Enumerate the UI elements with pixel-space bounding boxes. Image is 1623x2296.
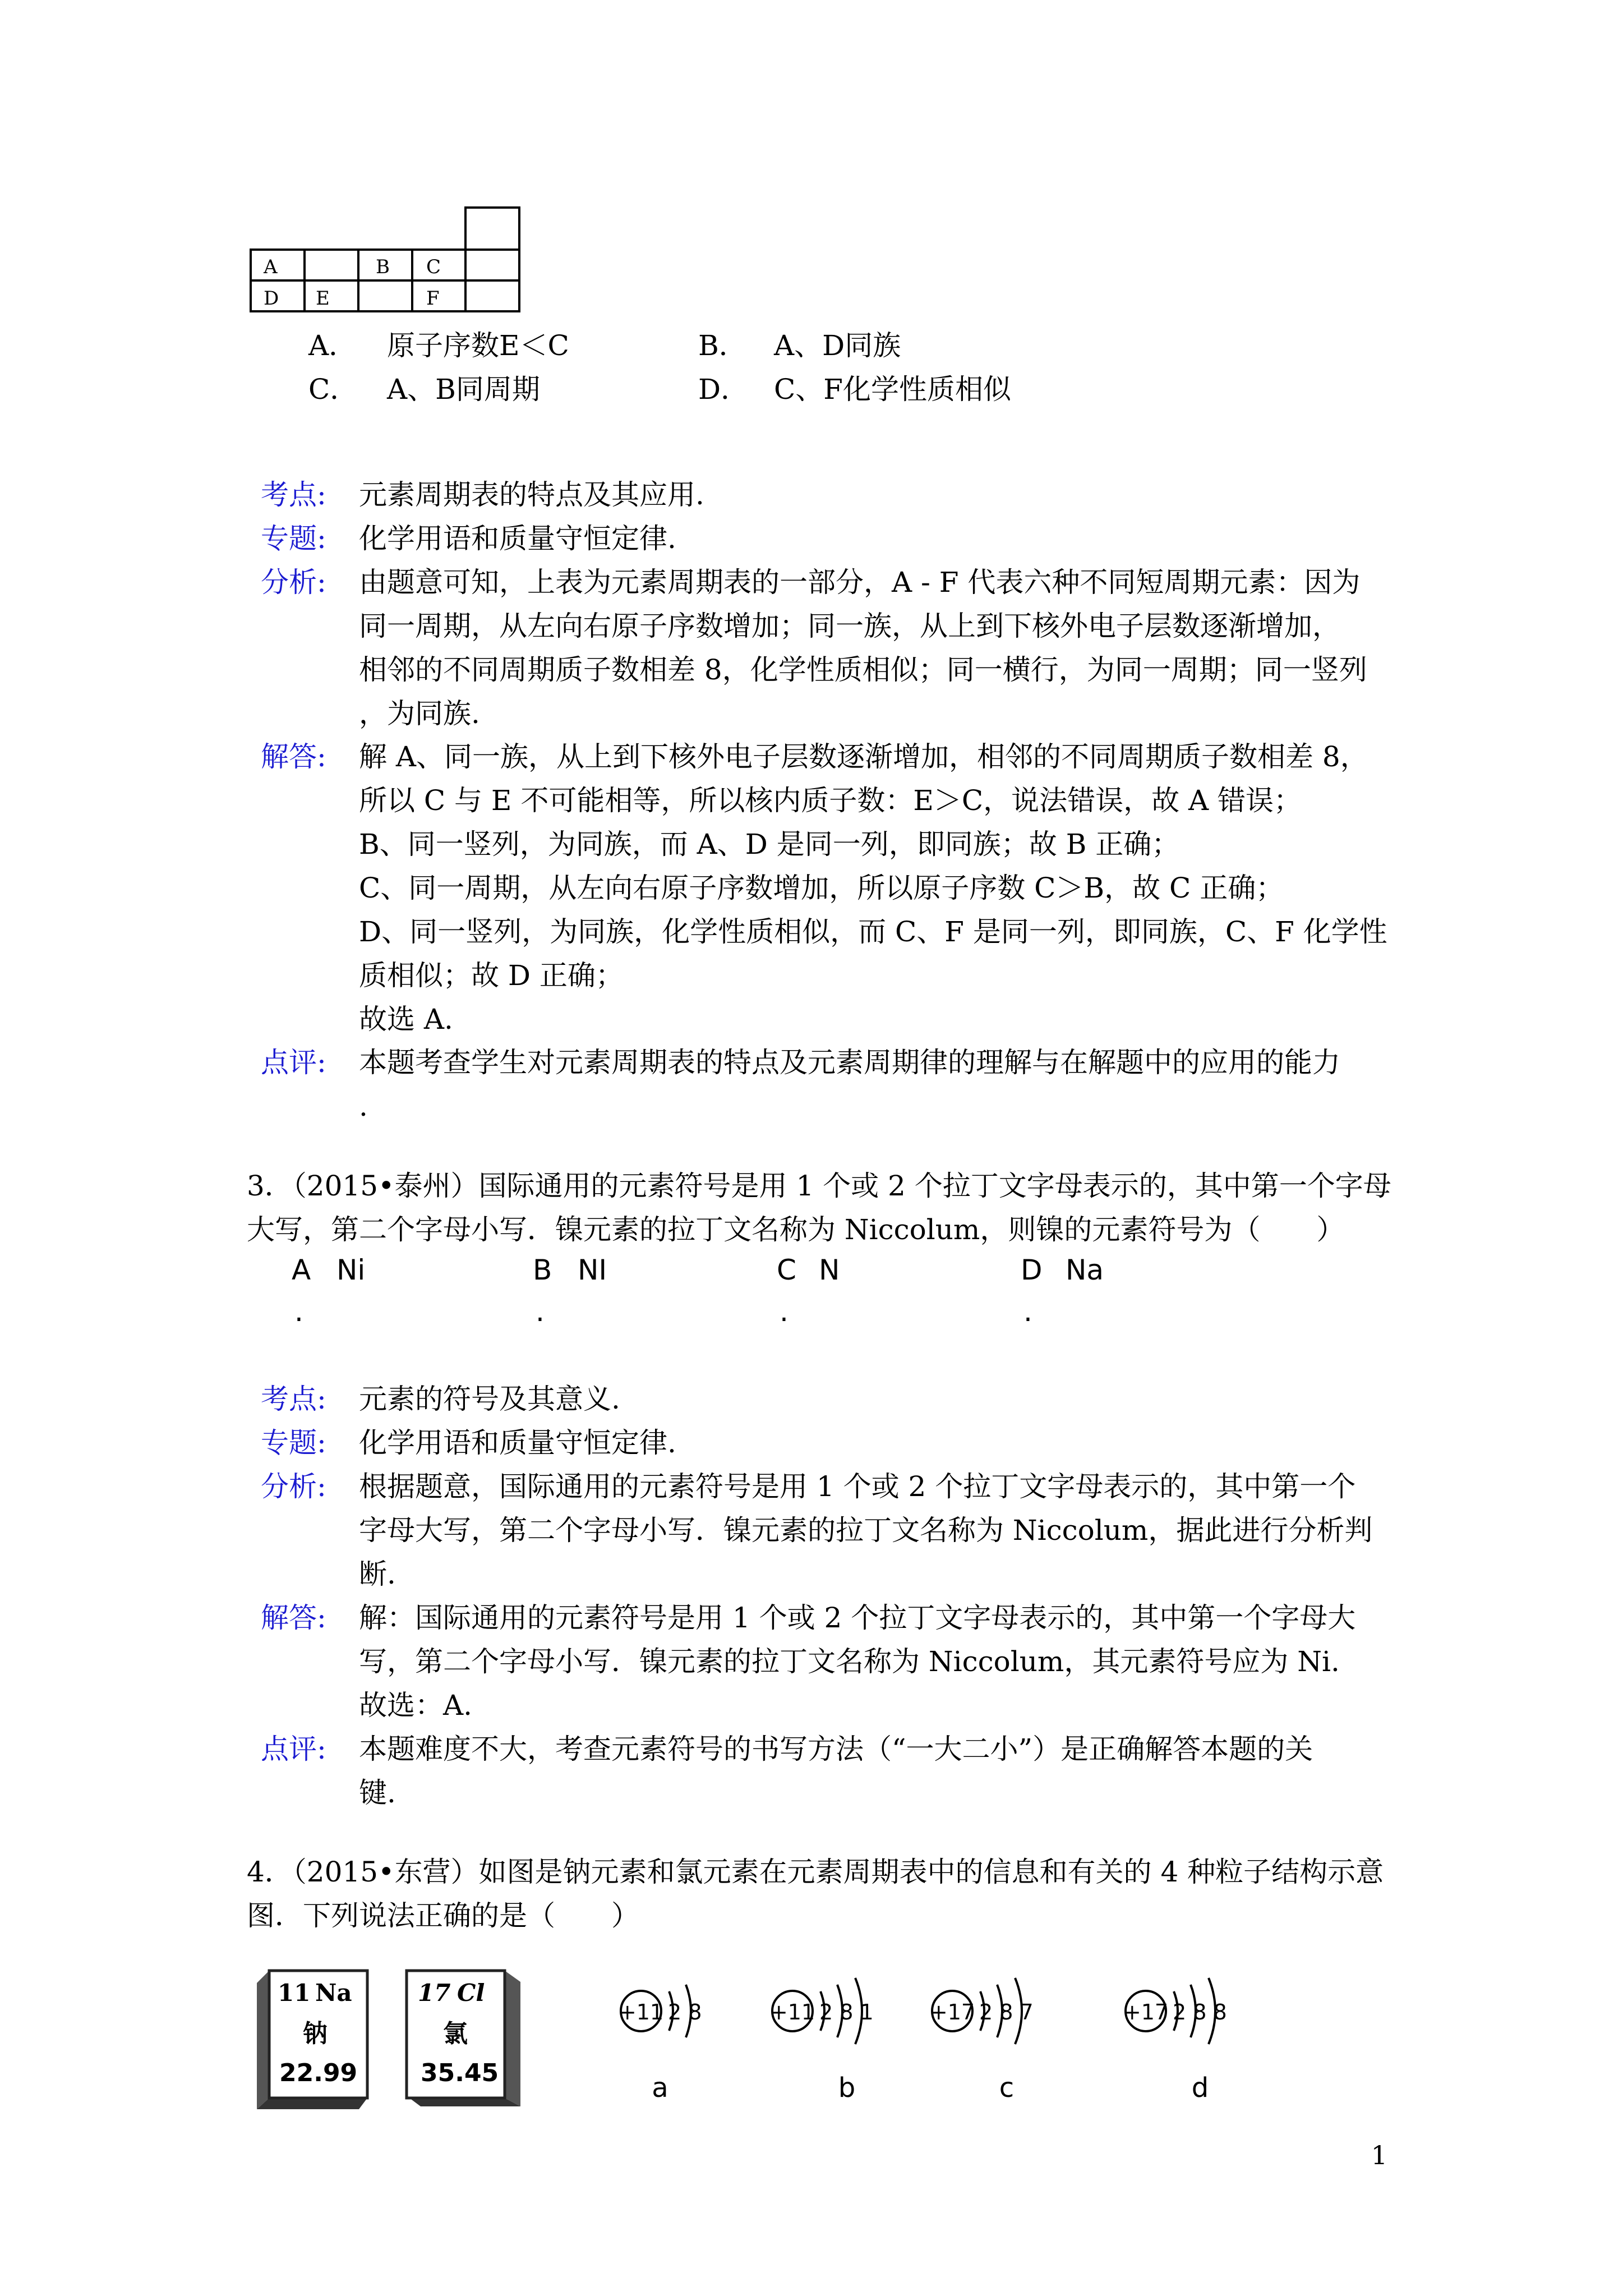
card-na-number: 11 bbox=[278, 1979, 311, 2007]
card-cl-symbol: Cl bbox=[457, 1979, 485, 2007]
particle-c-label: c bbox=[999, 2072, 1015, 2104]
card-cl-number: 17 bbox=[418, 1979, 451, 2007]
particle-a-label: a bbox=[652, 2072, 668, 2104]
cell-f: F bbox=[426, 287, 440, 310]
cell-e: E bbox=[316, 287, 330, 310]
q3-stem-line: 大写，第二个字母小写．镍元素的拉丁文名称为 Niccolum，则镍的元素符号为（ ） bbox=[247, 1213, 1345, 1246]
card-cl-name: 氯 bbox=[443, 2019, 468, 2048]
dianping-label: 点评: bbox=[261, 1733, 326, 1765]
jieda-line: 故选 A. bbox=[359, 1003, 453, 1036]
jieda-line: 写，第二个字母小写．镍元素的拉丁文名称为 Niccolum，其元素符号应为 Ni. bbox=[359, 1645, 1340, 1678]
particle-c-shells: 2 8 7 bbox=[979, 2000, 1034, 2024]
page-number: 1 bbox=[1371, 2140, 1387, 2170]
q2-option-a-text: 原子序数E＜C bbox=[387, 329, 569, 362]
jieda-label: 解答: bbox=[261, 1602, 326, 1634]
q2-option-c-letter: C． bbox=[308, 373, 358, 406]
q3-option-b-text: NI bbox=[578, 1254, 607, 1286]
particle-d-label: d bbox=[1191, 2072, 1209, 2104]
jieda-line: D、同一竖列，为同族，化学性质相似，而 C、F 是同一列，即同族，C、F 化学性 bbox=[359, 915, 1387, 948]
dianping-line: 本题考查学生对元素周期表的特点及元素周期律的理解与在解题中的应用的能力 bbox=[359, 1046, 1340, 1079]
jieda-line: C、同一周期，从左向右原子序数增加，所以原子序数 C＞B，故 C 正确； bbox=[359, 872, 1284, 904]
q4-stem-line: 图．下列说法正确的是（ ） bbox=[247, 1899, 639, 1932]
q3-option-a-letter: A bbox=[292, 1254, 311, 1286]
fenxi-line: 字母大写，第二个字母小写．镍元素的拉丁文名称为 Niccolum，据此进行分析判 bbox=[359, 1514, 1373, 1547]
particle-diagram-c bbox=[925, 1969, 1071, 2109]
fenxi-label: 分析: bbox=[261, 1470, 326, 1503]
q2-option-d-text: C、F化学性质相似 bbox=[774, 373, 1011, 406]
zhuanti-label: 专题: bbox=[261, 1427, 326, 1459]
cell-a: A bbox=[264, 256, 278, 278]
zhuanti-text: 化学用语和质量守恒定律. bbox=[359, 1427, 676, 1459]
particle-b-shells: 2 8 1 bbox=[819, 2000, 874, 2024]
periodic-table-fragment bbox=[250, 205, 530, 317]
particle-diagram-d bbox=[1119, 1969, 1265, 2109]
q3-option-b-letter: B bbox=[533, 1254, 552, 1286]
kaodian-label: 考点: bbox=[261, 478, 326, 511]
jieda-line: 解：国际通用的元素符号是用 1 个或 2 个拉丁文字母表示的，其中第一个字母大 bbox=[359, 1602, 1356, 1634]
cell-d: D bbox=[264, 287, 279, 310]
kaodian-text: 元素周期表的特点及其应用. bbox=[359, 478, 704, 511]
particle-diagram-b bbox=[766, 1969, 911, 2109]
fenxi-line: 相邻的不同周期质子数相差 8，化学性质相似；同一横行，为同一周期；同一竖列 bbox=[359, 654, 1367, 686]
q3-option-d-letter: D bbox=[1021, 1254, 1043, 1286]
particle-b-nucleus: +11 bbox=[769, 2000, 815, 2024]
cell-c: C bbox=[426, 256, 441, 278]
particle-diagram-a bbox=[614, 1969, 749, 2109]
particle-b-label: b bbox=[838, 2072, 856, 2104]
dianping-line: 本题难度不大，考查元素符号的书写方法（“一大二小”）是正确解答本题的关 bbox=[359, 1733, 1313, 1765]
card-na-symbol: Na bbox=[315, 1979, 352, 2007]
jieda-label: 解答: bbox=[261, 740, 326, 773]
q2-option-a-letter: A． bbox=[308, 329, 357, 362]
particle-d-nucleus: +17 bbox=[1123, 2000, 1169, 2024]
card-na-name: 钠 bbox=[303, 2019, 328, 2048]
dianping-line: . bbox=[359, 1090, 368, 1122]
q4-stem-line: 4．（2015•东营）如图是钠元素和氯元素在元素周期表中的信息和有关的 4 种粒子结构示意 bbox=[247, 1856, 1384, 1888]
particle-c-nucleus: +17 bbox=[929, 2000, 975, 2024]
q2-option-d-letter: D． bbox=[698, 373, 749, 406]
zhuanti-label: 专题: bbox=[261, 522, 326, 555]
cell-b: B bbox=[376, 256, 390, 278]
fenxi-line: 断. bbox=[359, 1558, 396, 1590]
card-cl-mass: 35.45 bbox=[421, 2059, 499, 2087]
q3-option-c-dot: . bbox=[780, 1295, 789, 1328]
q2-option-c-text: A、B同周期 bbox=[387, 373, 540, 406]
q2-option-b-text: A、D同族 bbox=[774, 329, 901, 362]
q2-option-b-letter: B． bbox=[698, 329, 747, 362]
q3-option-c-letter: C bbox=[777, 1254, 796, 1286]
fenxi-label: 分析: bbox=[261, 566, 326, 599]
dianping-label: 点评: bbox=[261, 1046, 326, 1079]
kaodian-text: 元素的符号及其意义. bbox=[359, 1383, 620, 1415]
particle-a-shells: 2 8 bbox=[668, 2000, 702, 2024]
jieda-line: 质相似；故 D 正确； bbox=[359, 959, 624, 992]
q3-stem-line: 3．（2015•泰州）国际通用的元素符号是用 1 个或 2 个拉丁文字母表示的，其中第一个字母 bbox=[247, 1170, 1391, 1202]
card-na-mass: 22.99 bbox=[279, 2059, 358, 2087]
particle-a-nucleus: +11 bbox=[618, 2000, 664, 2024]
q3-option-a-text: Ni bbox=[336, 1254, 366, 1286]
q3-option-d-dot: . bbox=[1023, 1295, 1032, 1328]
zhuanti-text: 化学用语和质量守恒定律. bbox=[359, 522, 676, 555]
fenxi-line: 由题意可知，上表为元素周期表的一部分，A - F 代表六种不同短周期元素：因为 bbox=[359, 566, 1361, 599]
fenxi-line: ，为同族. bbox=[359, 697, 480, 730]
jieda-line: 故选：A. bbox=[359, 1689, 473, 1722]
q3-option-b-dot: . bbox=[536, 1295, 545, 1328]
element-card-cl bbox=[398, 1966, 533, 2112]
particle-d-shells: 2 8 8 bbox=[1173, 2000, 1227, 2024]
jieda-line: B、同一竖列，为同族，而 A、D 是同一列，即同族；故 B 正确； bbox=[359, 828, 1180, 861]
kaodian-label: 考点: bbox=[261, 1383, 326, 1415]
fenxi-line: 根据题意，国际通用的元素符号是用 1 个或 2 个拉丁文字母表示的，其中第一个 bbox=[359, 1470, 1356, 1503]
q3-option-a-dot: . bbox=[294, 1295, 303, 1328]
element-card-na bbox=[252, 1966, 381, 2112]
q3-option-c-text: N bbox=[819, 1254, 840, 1286]
jieda-line: 所以 C 与 E 不可能相等，所以核内质子数：E＞C，说法错误，故 A 错误； bbox=[359, 784, 1302, 817]
jieda-line: 解 A、同一族，从上到下核外电子层数逐渐增加，相邻的不同周期质子数相差 8， bbox=[359, 740, 1368, 773]
q3-option-d-text: Na bbox=[1066, 1254, 1104, 1286]
fenxi-line: 同一周期，从左向右原子序数增加；同一族，从上到下核外电子层数逐渐增加， bbox=[359, 610, 1340, 642]
dianping-line: 键. bbox=[359, 1777, 396, 1809]
